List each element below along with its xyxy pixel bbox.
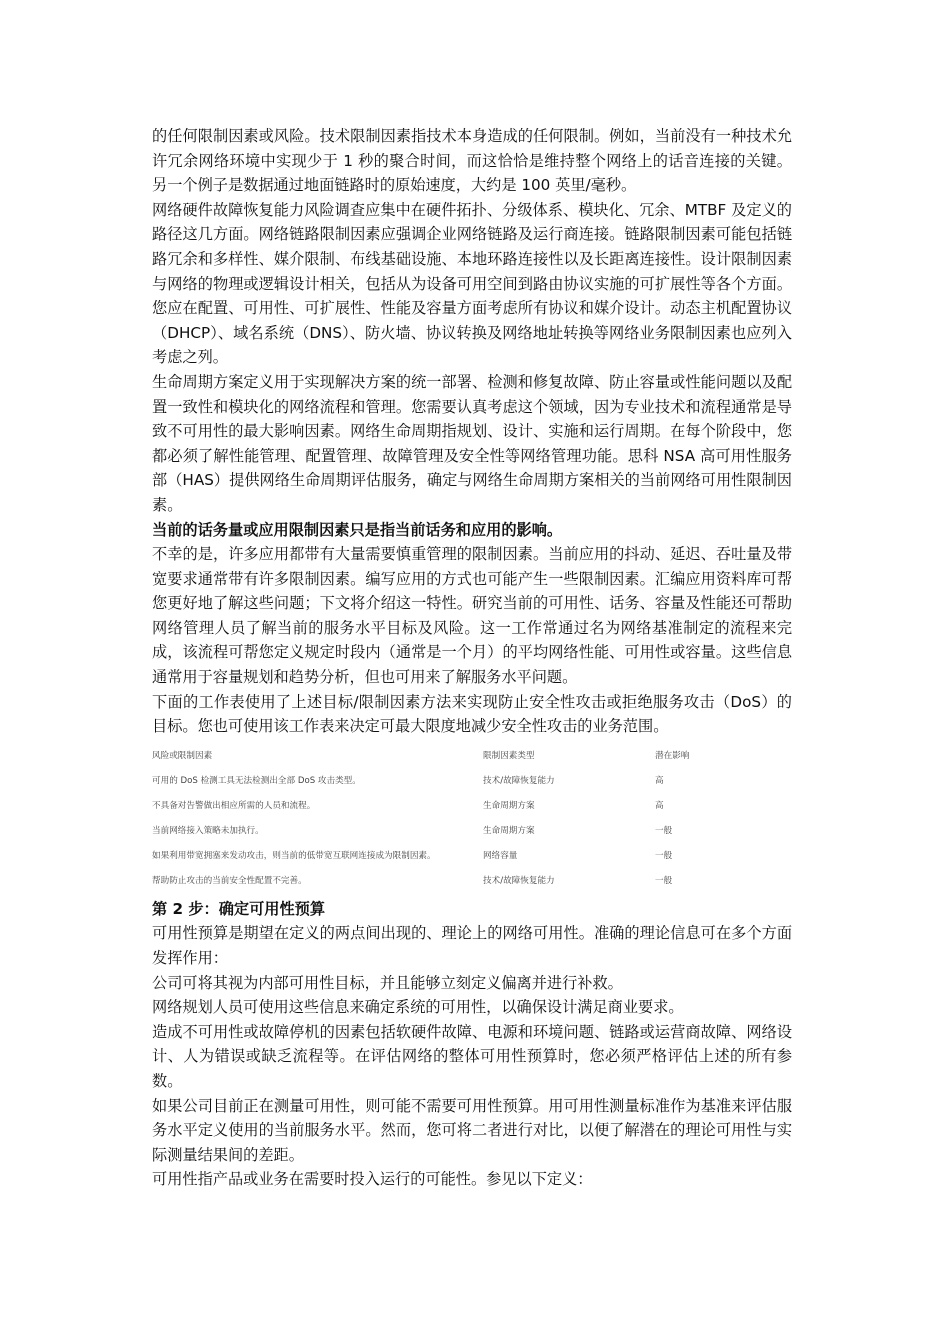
section-heading: 当前的话务量或应用限制因素只是指当前话务和应用的影响。 [152, 520, 563, 539]
table-header: 潜在影响 [655, 751, 690, 762]
table-row [152, 868, 792, 893]
table-cell: 帮助防止攻击的当前安全性配置不完善。 [152, 876, 307, 887]
table-cell: 不具备对告警做出相应所需的人员和流程。 [152, 801, 316, 812]
paragraph: 可用性预算是期望在定义的两点间出现的、理论上的网络可用性。准确的理论信息可在多个方面发挥作用： [152, 924, 792, 968]
table-cell: 当前网络接入策略未加执行。 [152, 826, 264, 837]
paragraph: 不幸的是，许多应用都带有大量需要慎重管理的限制因素。当前应用的抖动、延迟、吞吐量及带宽要求通常带有许多限制因素。编写应用的方式也可能产生一些限制因素。汇编应用资料库可帮您更好地了解这些问题；下文将介绍这一特性。研究当前的可用性、话务、容量及性能还可帮助网络管理人员了解当前的服务水平目标及风险。这一工作常通过名为网络基准制定的流程来完成，该流程可帮您定义规定时段内（通常是一个月）的平均网络性能、可用性或容量。这些信息通常用于容量规划和趋势分析，但也可用来了解服务水平问题。 [152, 545, 792, 687]
paragraph: 公司可将其视为内部可用性目标，并且能够立刻定义偏离并进行补救。 [152, 973, 623, 992]
table-row [152, 843, 792, 868]
table-cell: 一般 [655, 876, 673, 887]
table-row [152, 793, 792, 818]
table-header: 风险或限制因素 [152, 751, 213, 762]
table-cell: 网络容量 [483, 851, 518, 862]
table-header-row [152, 743, 792, 768]
table-cell: 高 [655, 801, 664, 812]
table-cell: 技术/故障恢复能力 [483, 876, 555, 887]
table-cell: 如果利用带宽拥塞来发动攻击，则当前的低带宽互联网连接成为限制因素。 [152, 851, 436, 862]
paragraph: 如果公司目前正在测量可用性，则可能不需要可用性预算。用可用性测量标准作为基准来评估服务水平定义使用的当前服务水平。然而，您可将二者进行对比，以便了解潜在的理论可用性与实际测量结果间的差距。 [152, 1096, 792, 1164]
paragraph: 的任何限制因素或风险。技术限制因素指技术本身造成的任何限制。例如，当前没有一种技术允许冗余网络环境中实现少于 1 秒的聚合时间，而这恰恰是维持整个网络上的话音连接的关键。另一个例子是数据通过地面链路时的原始速度，大约是 100 英里/毫秒。 [152, 127, 792, 195]
paragraph: 网络硬件故障恢复能力风险调查应集中在硬件拓扑、分级体系、模块化、冗余、MTBF 及定义的路径这几方面。网络链路限制因素应强调企业网络链路及运行商连接。链路限制因素可能包括链路冗余和多样性、媒介限制、布线基础设施、本地环路连接性以及长距离连接性。设计限制因素与网络的物理或逻辑设计相关，包括从为设备可用空间到路由协议实施的可扩展性等各个方面。您应在配置、可用性、可扩展性、性能及容量方面考虑所有协议和媒介设计。动态主机配置协议（DHCP）、域名系统（DNS）、防火墙、协议转换及网络地址转换等网络业务限制因素也应列入考虑之列。 [152, 200, 792, 367]
paragraph: 下面的工作表使用了上述目标/限制因素方法来实现防止安全性攻击或拒绝服务攻击（DoS）的目标。您也可使用该工作表来决定可最大限度地减少安全性攻击的业务范围。 [152, 692, 792, 736]
paragraph: 生命周期方案定义用于实现解决方案的统一部署、检测和修复故障、防止容量或性能问题以及配置一致性和模块化的网络流程和管理。您需要认真考虑这个领域，因为专业技术和流程通常是导致不可用性的最大影响因素。网络生命周期指规划、设计、实施和运行周期。在每个阶段中，您都必须了解性能管理、配置管理、故障管理及安全性等网络管理功能。思科 NSA 高可用性服务部（HAS）提供网络生命周期评估服务，确定与网络生命周期方案相关的当前网络可用性限制因素。 [152, 372, 792, 514]
table-cell: 生命周期方案 [483, 801, 535, 812]
paragraph: 网络规划人员可使用这些信息来确定系统的可用性，以确保设计满足商业要求。 [152, 998, 684, 1017]
table-cell: 一般 [655, 851, 673, 862]
table-cell: 可用的 DoS 检测工具无法检测出全部 DoS 攻击类型。 [152, 776, 361, 787]
section-heading: 第 2 步：确定可用性预算 [152, 899, 326, 918]
table-row [152, 818, 792, 843]
table-cell: 生命周期方案 [483, 826, 535, 837]
table-header: 限制因素类型 [483, 751, 535, 762]
table-cell: 高 [655, 776, 664, 787]
document-page [152, 124, 792, 1192]
table-cell: 技术/故障恢复能力 [483, 776, 555, 787]
paragraph: 可用性指产品或业务在需要时投入运行的可能性。参见以下定义： [152, 1170, 593, 1189]
paragraph: 造成不可用性或故障停机的因素包括软硬件故障、电源和环境问题、链路或运营商故障、网络设计、人为错误或缺乏流程等。在评估网络的整体可用性预算时，您必须严格评估上述的所有参数。 [152, 1022, 792, 1090]
worksheet-table [152, 743, 792, 893]
table-row [152, 768, 792, 793]
table-cell: 一般 [655, 826, 673, 837]
